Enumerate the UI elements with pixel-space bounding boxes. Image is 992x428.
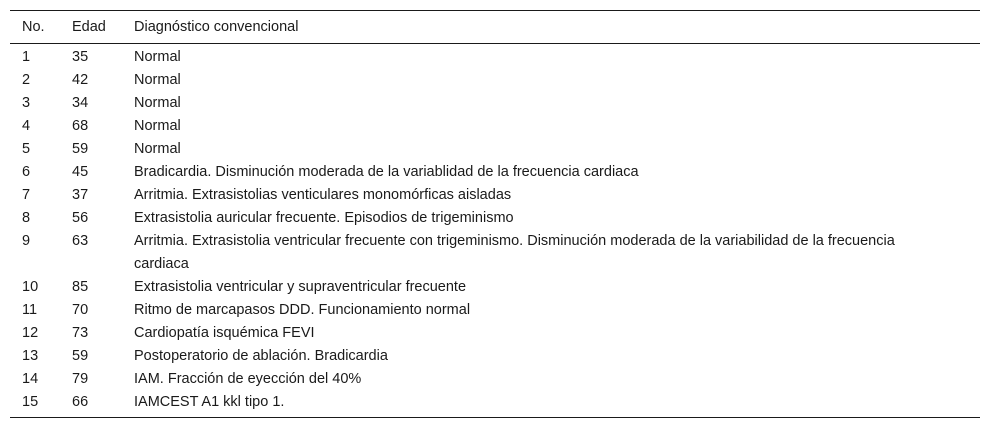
table-row [10,184,980,207]
table-body [10,44,980,418]
table-row [10,115,980,138]
cell-edad: 66 [72,394,89,410]
cell-diagnostico: Cardiopatía isquémica FEVI [134,325,315,341]
cell-no: 1 [22,49,31,65]
cell-edad: 59 [72,348,89,364]
cell-no: 9 [22,233,31,249]
cell-edad: 42 [72,72,89,88]
cell-no: 5 [22,141,31,157]
table-row [10,161,980,184]
table-row [10,276,980,299]
cell-no: 8 [22,210,31,226]
cell-edad: 45 [72,164,89,180]
table-row [10,345,980,368]
header-no: No. [22,18,45,35]
cell-diagnostico: Extrasistolia ventricular y supraventricular frecuente [134,279,467,295]
cell-no: 12 [22,325,39,341]
cell-diagnostico: Postoperatorio de ablación. Bradicardia [134,348,388,364]
cell-edad: 68 [72,118,89,134]
header-edad: Edad [72,18,106,35]
cell-diagnostico: Normal [134,141,181,157]
cell-edad: 35 [72,49,89,65]
cell-edad: 63 [72,233,89,249]
cell-diagnostico: Normal [134,118,181,134]
table-row [10,230,980,276]
header-row [10,11,980,44]
cell-diagnostico: Bradicardia. Disminución moderada de la variablidad de la frecuencia cardiaca [134,164,639,180]
cell-no: 11 [22,302,38,318]
cell-diagnostico: Arritmia. Extrasistolia ventricular frecuente con trigeminismo. Disminución moderada de la variabilidad de la frecuencia cardiaca [134,233,895,272]
cell-edad: 79 [72,371,89,387]
table-row [10,207,980,230]
cell-edad: 56 [72,210,89,226]
cell-no: 6 [22,164,31,180]
cell-no: 15 [22,394,39,410]
cell-no: 2 [22,72,31,88]
cell-no: 10 [22,279,39,295]
table-row [10,368,980,391]
cell-diagnostico: Normal [134,49,181,65]
cell-edad: 37 [72,187,89,203]
cell-diagnostico: Extrasistolia auricular frecuente. Episodios de trigeminismo [134,210,514,226]
cell-diagnostico: IAM. Fracción de eyección del 40% [134,371,362,387]
table-row [10,44,980,70]
table-row [10,138,980,161]
cell-no: 7 [22,187,31,203]
cell-diagnostico: Arritmia. Extrasistolias venticulares monomórficas aisladas [134,187,512,203]
cell-edad: 85 [72,279,89,295]
diagnosis-table [10,10,980,418]
cell-edad: 34 [72,95,89,111]
cell-diagnostico: Normal [134,72,181,88]
table-header [10,11,980,44]
cell-no: 4 [22,118,31,134]
cell-no: 3 [22,95,31,111]
table-row [10,391,980,418]
cell-edad: 59 [72,141,89,157]
cell-edad: 70 [72,302,89,318]
data-table-container [10,10,980,418]
header-diagnostico: Diagnóstico convencional [134,18,299,35]
cell-diagnostico: IAMCEST A1 kkl tipo 1. [134,394,285,410]
cell-diagnostico: Ritmo de marcapasos DDD. Funcionamiento normal [134,302,471,318]
cell-diagnostico: Normal [134,95,181,111]
table-row [10,299,980,322]
table-row [10,69,980,92]
cell-no: 14 [22,371,39,387]
cell-edad: 73 [72,325,89,341]
cell-no: 13 [22,348,39,364]
table-row [10,92,980,115]
table-row [10,322,980,345]
